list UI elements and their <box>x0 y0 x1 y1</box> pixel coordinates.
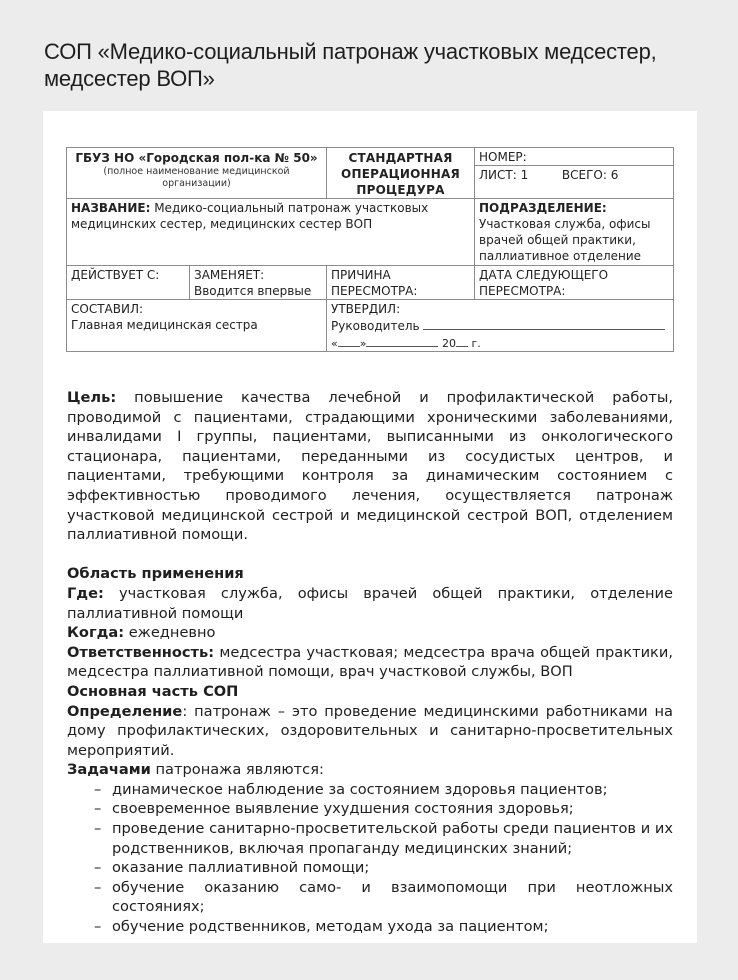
approved-label: УТВЕРДИЛ: <box>331 302 401 316</box>
organization-note: (полное наименование медицинской организации) <box>103 166 290 189</box>
task-text: оказание паллиативной помощи; <box>112 859 370 877</box>
list-item <box>67 917 673 937</box>
day-line <box>338 334 360 347</box>
signature-line <box>423 317 665 330</box>
responsibility-text: медсестра участковая; медсестра врача общей практики, медсестра паллиативной помощи, врач участковой службы, ВОП <box>67 643 673 681</box>
task-text: динамическое наблюдение за состоянием здоровья пациентов; <box>112 780 608 798</box>
goal-text: повышение качества лечебной и профилактической работы, проводимой с пациентами, страдающими хроническими заболеваниями, инвалидами I группы, пациентами, выписанными из онкологического стационара, пациентами, переданными из сосудистых центров, и пациентами, требующими контроля за динамическим состоянием с эффективностью проводимого лечения, осуществляется патронаж участковой медицинской сестрой и медицинской сестрой ВОП, отделением паллиативной помощи. <box>67 389 673 544</box>
dash-bullet-icon: – <box>94 878 102 896</box>
replaces-value: Вводится впервые <box>194 284 312 298</box>
sheet-label: ЛИСТ: 1 <box>479 168 529 182</box>
author-cell <box>67 300 327 352</box>
task-list <box>67 780 673 937</box>
definition-paragraph <box>67 702 673 761</box>
task-text: обучение оказанию само- и взаимопомощи при неотложных состояниях; <box>112 878 673 916</box>
division-value: Участковая служба, офисы врачей общей практики, паллиативное отделение <box>479 217 651 263</box>
date-open-quote: « <box>331 337 338 350</box>
dash-bullet-icon: – <box>94 859 102 877</box>
replaces-cell <box>190 266 327 300</box>
approval-cell <box>327 300 674 352</box>
name-cell <box>67 199 475 266</box>
number-cell <box>475 148 674 166</box>
document-card <box>43 111 697 943</box>
list-item <box>67 780 673 800</box>
division-cell <box>475 199 674 266</box>
responsibility-label: Ответственность: <box>67 643 215 661</box>
main-part-heading: Основная часть СОП <box>67 682 239 700</box>
tasks-intro-paragraph <box>67 760 673 780</box>
dash-bullet-icon: – <box>94 780 102 798</box>
responsibility-paragraph <box>67 643 673 682</box>
where-text: участковая служба, офисы врачей общей практики, отделение паллиативной помощи <box>67 584 674 622</box>
revision-reason-cell <box>327 266 475 300</box>
name-label: НАЗВАНИЕ: <box>71 201 151 215</box>
sop-type-cell: СТАНДАРТНАЯ ОПЕРАЦИОННАЯ ПРОЦЕДУРА <box>327 148 475 199</box>
definition-text: : патронаж – это проведение медицинскими работниками на дому профилактических, оздоровительных и санитарно-просветительных мероприятий. <box>67 702 673 759</box>
where-label: Где: <box>67 584 104 602</box>
dash-bullet-icon: – <box>94 820 102 838</box>
approved-role: Руководитель <box>331 319 420 333</box>
page-title: СОП «Медико-социальный патронаж участковых медсестер, медсестер ВОП» <box>44 39 657 91</box>
replaces-label: ЗАМЕНЯЕТ: <box>194 268 265 282</box>
document-body <box>67 388 673 937</box>
where-paragraph <box>67 584 673 623</box>
next-revision-label: ДАТА СЛЕДУЮЩЕГО ПЕРЕСМОТРА: <box>479 268 609 298</box>
task-text: обучение родственников, методам ухода за пациентом; <box>112 918 549 936</box>
sheet-cell <box>475 166 674 199</box>
date-close-quote: » <box>359 337 367 350</box>
tasks-intro: патронажа являются: <box>155 761 324 779</box>
tasks-label: Задачами <box>67 761 151 779</box>
year-suffix: г. <box>471 337 481 350</box>
approval-date <box>331 334 669 351</box>
name-value: Медико-социальный патронаж участковых медицинских сестер, медицинских сестер ВОП <box>71 201 429 231</box>
number-label: НОМЕР: <box>479 150 527 164</box>
organization-name: ГБУЗ НО «Городская пол-ка № 50» <box>75 151 318 165</box>
effective-cell <box>67 266 190 300</box>
sop-header-table <box>66 147 674 352</box>
goal-label: Цель: <box>67 389 117 406</box>
author-value: Главная медицинская сестра <box>71 318 258 332</box>
when-paragraph <box>67 623 673 643</box>
list-item <box>67 799 673 819</box>
goal-paragraph <box>67 388 673 545</box>
revision-reason-label: ПРИЧИНА ПЕРЕСМОТРА: <box>331 268 418 298</box>
total-label: ВСЕГО: 6 <box>561 168 619 182</box>
month-line <box>366 334 438 347</box>
dash-bullet-icon: – <box>94 918 102 936</box>
list-item <box>67 819 673 858</box>
when-text: ежедневно <box>128 624 216 642</box>
author-label: СОСТАВИЛ: <box>71 302 144 316</box>
next-revision-cell <box>475 266 674 300</box>
year-line <box>456 334 468 347</box>
list-item <box>67 858 673 878</box>
organization-cell <box>67 148 327 199</box>
when-label: Когда: <box>67 624 125 642</box>
scope-heading: Область применения <box>67 565 244 583</box>
division-label: ПОДРАЗДЕЛЕНИЕ: <box>479 201 607 215</box>
task-text: своевременное выявление ухудшения состояния здоровья; <box>112 800 574 818</box>
definition-label: Определение <box>67 702 183 720</box>
dash-bullet-icon: – <box>94 800 102 818</box>
task-text: проведение санитарно-просветительской работы среди пациентов и их родственников, включая пропаганду медицинских знаний; <box>112 820 673 857</box>
effective-label: ДЕЙСТВУЕТ С: <box>71 268 160 282</box>
list-item <box>67 878 673 917</box>
year-prefix: 20 <box>441 337 456 350</box>
